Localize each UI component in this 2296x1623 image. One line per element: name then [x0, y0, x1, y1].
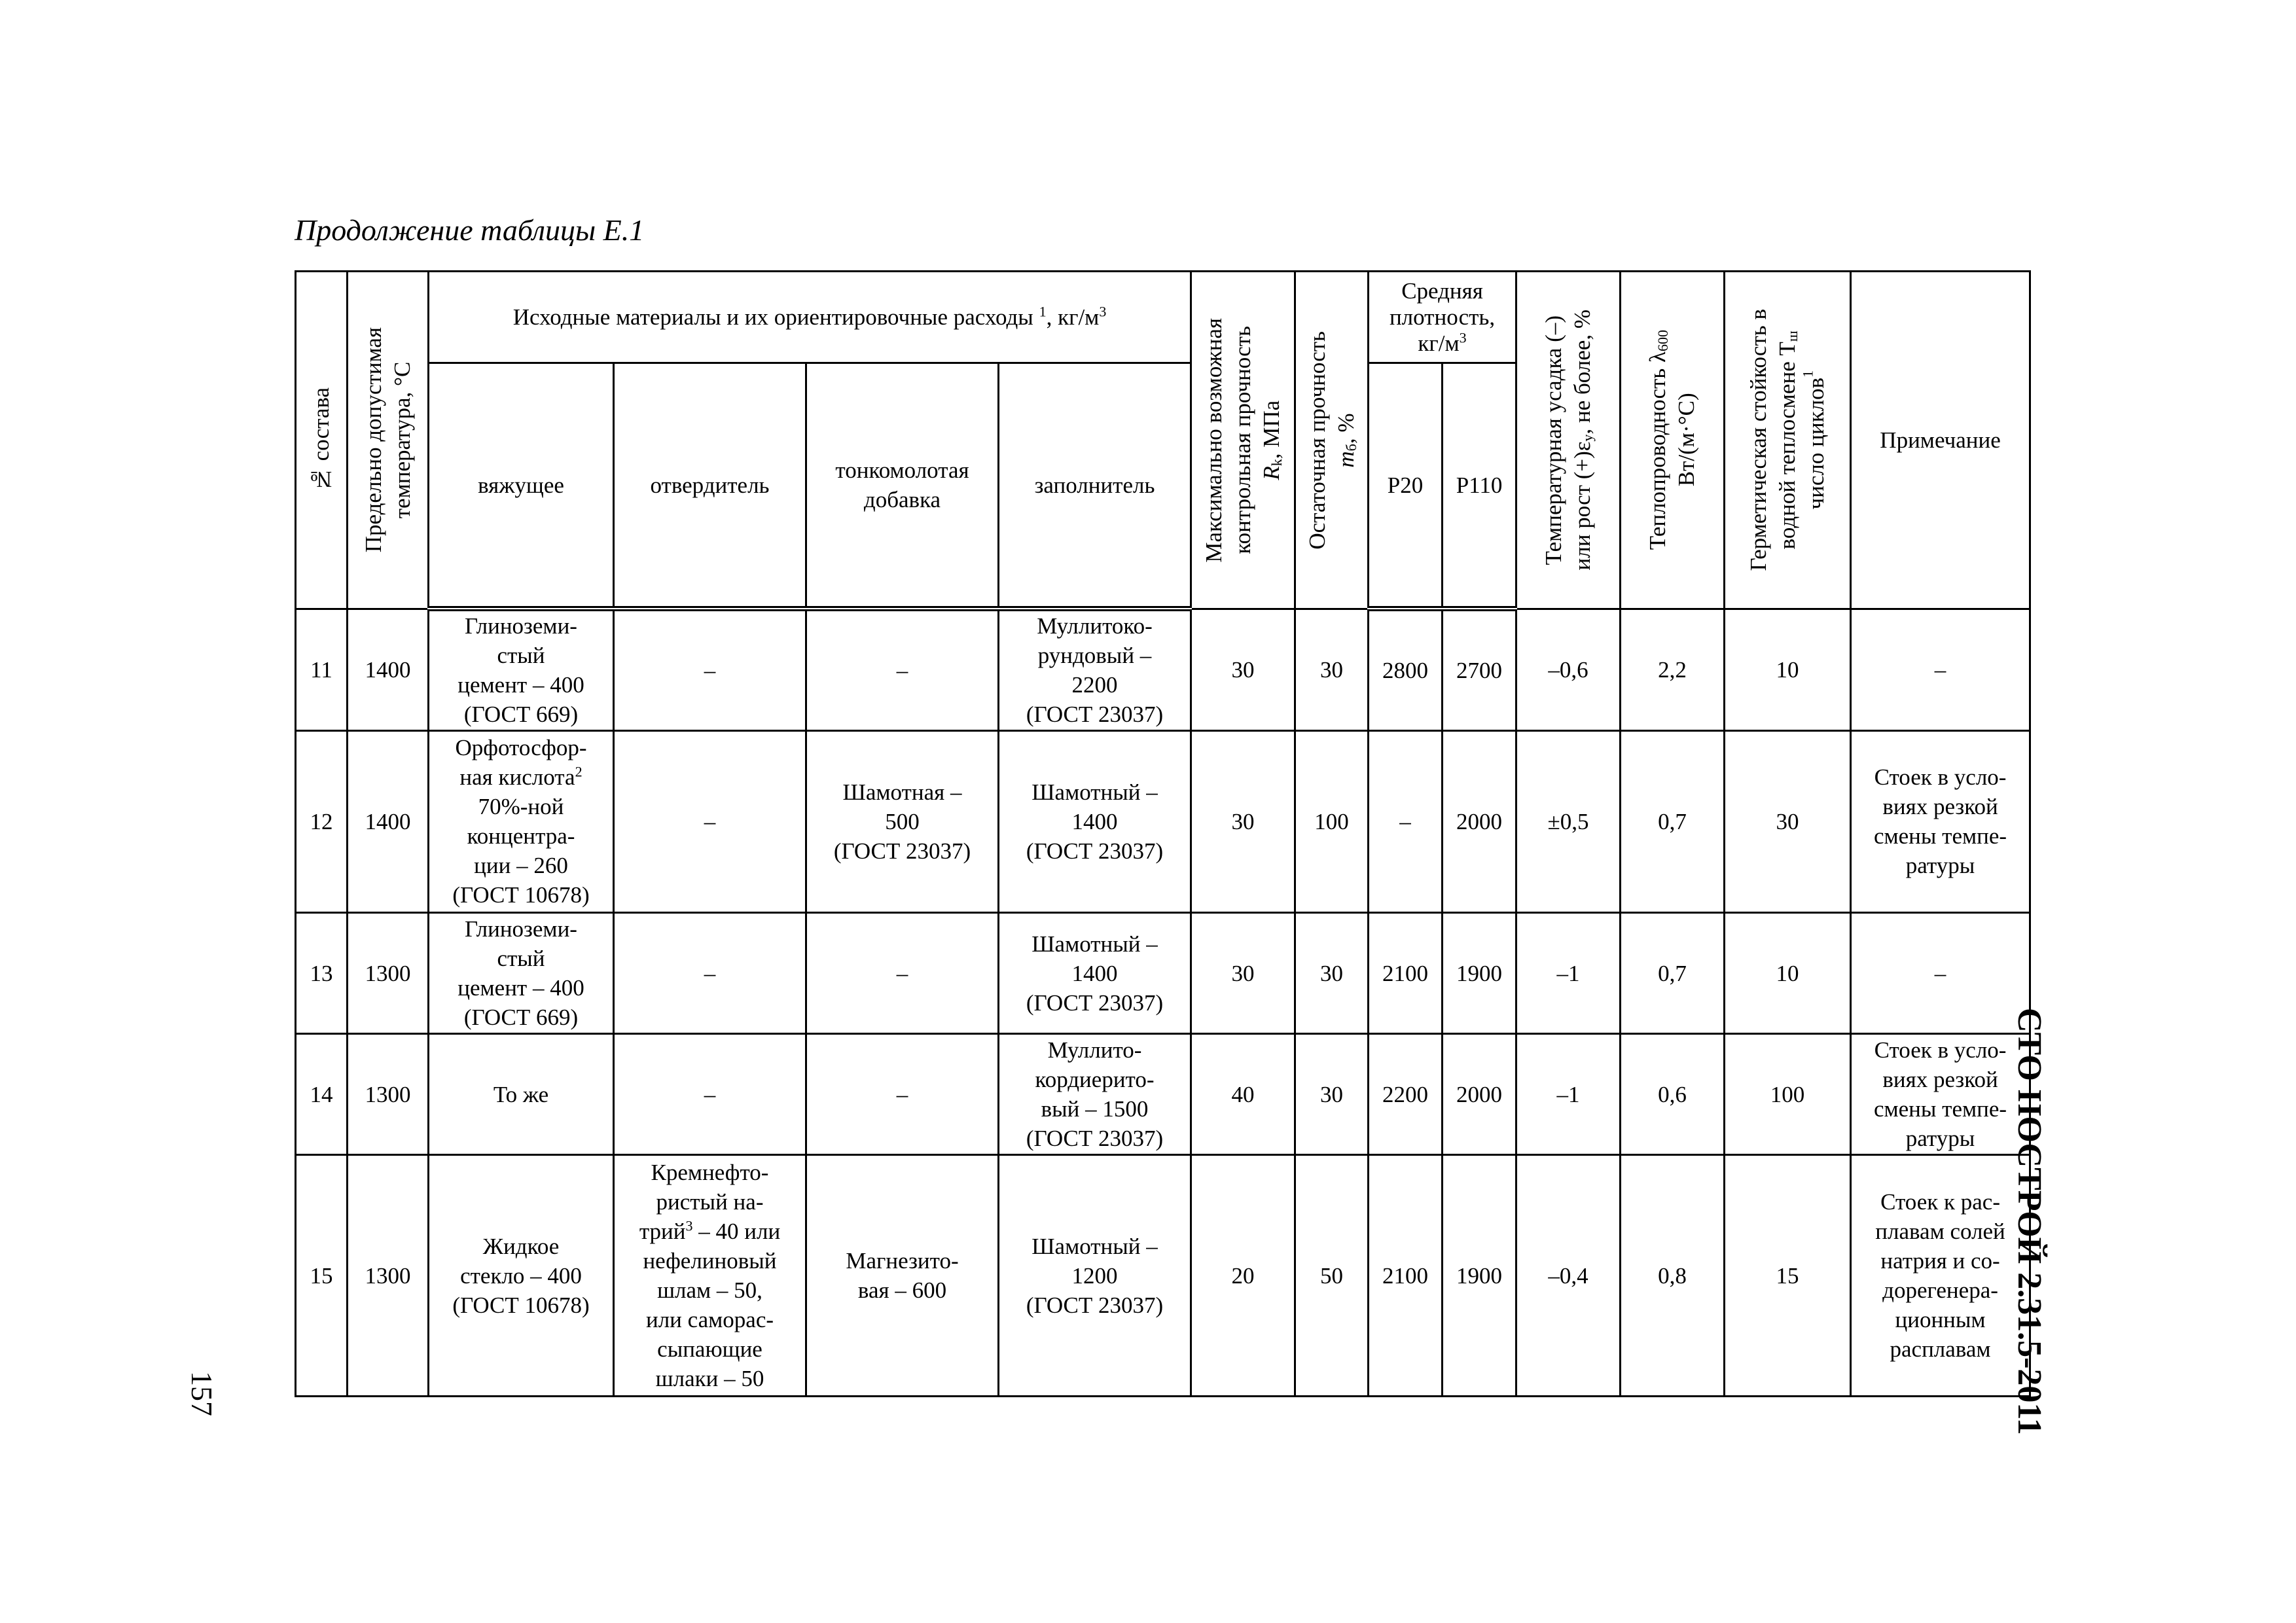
- cell-hardener: [614, 1155, 806, 1397]
- cell-binder-line: [431, 700, 611, 729]
- cell-filler-line: [1001, 1124, 1189, 1153]
- header-temperature: [348, 272, 429, 609]
- cell-filler-text: 1400: [1071, 808, 1118, 834]
- cell-p110: 2000: [1443, 1034, 1516, 1155]
- cell-additive-line: [808, 1080, 996, 1109]
- cell-temp: 1400: [348, 730, 429, 912]
- cell-note-line: [1853, 1275, 2028, 1305]
- header-materials-unit-sup: 3: [1099, 303, 1107, 320]
- header-strength-unit: , МПа: [1259, 400, 1285, 459]
- cell-num: 13: [296, 912, 348, 1033]
- cell-note-line: [1853, 1094, 2028, 1124]
- cell-note-line: [1853, 821, 2028, 851]
- cell-binder-line: [431, 880, 611, 910]
- cell-note-text: –: [1934, 656, 1946, 683]
- cell-filler-line: [1001, 1232, 1189, 1261]
- cell-binder-line: [431, 1003, 611, 1032]
- cell-cond: 0,7: [1621, 912, 1725, 1033]
- cell-binder-text: Глиноземи-: [465, 613, 577, 639]
- cell-note-text: смены темпе-: [1873, 1096, 2007, 1122]
- cell-binder-text: (ГОСТ 669): [463, 1005, 579, 1031]
- cell-binder-line: [431, 762, 611, 792]
- cell-strength: 40: [1191, 1034, 1295, 1155]
- header-strength-line2: контрольная прочность: [1230, 326, 1256, 554]
- cell-hardener-text: трий: [639, 1219, 686, 1245]
- cell-note-line: [1853, 959, 2028, 988]
- cell-filler: [999, 609, 1191, 730]
- cell-therm: 10: [1725, 912, 1851, 1033]
- cell-additive-text: 500: [885, 808, 920, 834]
- cell-binder-text: стый: [497, 643, 545, 669]
- cell-filler-line: [1001, 777, 1189, 807]
- cell-binder-line: [431, 1291, 611, 1320]
- cell-additive-text: Шамотная –: [842, 779, 962, 805]
- cell-note-text: ратуры: [1905, 1126, 1975, 1152]
- header-binder: вяжущее: [429, 363, 614, 609]
- cell-additive-text: –: [896, 657, 908, 683]
- cell-hardener-text: –: [704, 960, 716, 986]
- cell-note-text: Стоек к рас-: [1880, 1189, 2000, 1215]
- header-shrinkage: [1516, 272, 1621, 609]
- cell-filler-text: 1400: [1071, 960, 1118, 986]
- cell-note-line: [1853, 1124, 2028, 1153]
- cell-additive: [806, 1155, 999, 1397]
- cell-hardener-line: [616, 656, 804, 685]
- cell-hardener-text: шлам – 50,: [657, 1277, 762, 1304]
- cell-filler-text: (ГОСТ 23037): [1026, 1292, 1164, 1318]
- cell-num: 12: [296, 730, 348, 912]
- cell-residual: 30: [1295, 1034, 1369, 1155]
- cell-shrink: –1: [1516, 912, 1621, 1033]
- cell-note-line: [1853, 762, 2028, 792]
- header-residual-unit: , %: [1333, 412, 1359, 444]
- cell-filler-line: [1001, 670, 1189, 700]
- cell-filler-text: 2200: [1071, 672, 1118, 698]
- cell-hardener-line: [616, 1275, 804, 1305]
- cell-hardener: [614, 730, 806, 912]
- cell-p110: 1900: [1443, 1155, 1516, 1397]
- cell-note-text: ционным: [1895, 1307, 1986, 1333]
- header-materials-unit: , кг/м: [1046, 304, 1100, 330]
- cell-note-line: [1853, 1334, 2028, 1364]
- cell-binder-text: Глиноземи-: [465, 916, 577, 942]
- header-therm-line3: число циклов: [1803, 378, 1829, 510]
- table-row: [296, 730, 2030, 912]
- cell-p20: 2800: [1369, 609, 1443, 730]
- cell-hardener-line: [616, 1187, 804, 1217]
- cell-note-text: дорегенера-: [1882, 1277, 1998, 1304]
- cell-binder-text: (ГОСТ 10678): [452, 882, 590, 908]
- cell-filler-text: Муллито-: [1047, 1037, 1142, 1063]
- cell-hardener-text: сыпающие: [657, 1336, 762, 1363]
- cell-p110: 2700: [1443, 609, 1516, 730]
- header-temp-line1: Предельно допустимая: [360, 327, 386, 553]
- cell-binder-line: [431, 641, 611, 670]
- cell-filler-text: Шамотный –: [1031, 1233, 1158, 1259]
- header-therm-sup: 1: [1799, 370, 1816, 378]
- header-row-1: [296, 272, 2030, 363]
- header-cond-sub: 600: [1655, 330, 1672, 352]
- cell-binder: [429, 1034, 614, 1155]
- header-additive-line2: добавка: [863, 487, 941, 513]
- cell-note-text: расплавам: [1890, 1336, 1991, 1363]
- header-therm-sub: ш: [1784, 330, 1801, 342]
- cell-additive-text: –: [896, 960, 908, 986]
- cell-note-text: смены темпе-: [1873, 823, 2007, 849]
- cell-num: 11: [296, 609, 348, 730]
- cell-hardener-text: шлаки – 50: [655, 1366, 764, 1392]
- cell-shrink: –0,4: [1516, 1155, 1621, 1397]
- cell-binder-line: [431, 733, 611, 762]
- cell-additive-line: [808, 807, 996, 836]
- cell-additive-text: –: [896, 1081, 908, 1107]
- cell-filler-text: Шамотный –: [1031, 779, 1158, 805]
- cell-cond: 0,6: [1621, 1034, 1725, 1155]
- cell-filler-line: [1001, 988, 1189, 1018]
- header-density-line1: Средняя: [1401, 277, 1483, 304]
- header-note: Примечание: [1851, 272, 2030, 609]
- cell-filler: [999, 1034, 1191, 1155]
- cell-filler-text: 1200: [1071, 1262, 1118, 1289]
- cell-note: [1851, 609, 2030, 730]
- cell-filler-text: (ГОСТ 23037): [1026, 838, 1164, 864]
- cell-note-text: ратуры: [1905, 853, 1975, 879]
- cell-note: [1851, 1034, 2030, 1155]
- table-row: [296, 912, 2030, 1033]
- header-p110: Р110: [1443, 363, 1516, 609]
- table-body: [296, 609, 2030, 1396]
- cell-binder-text: (ГОСТ 10678): [452, 1292, 590, 1318]
- header-density-line3: кг/м: [1418, 330, 1460, 356]
- cell-note: [1851, 1155, 2030, 1397]
- cell-additive: [806, 1034, 999, 1155]
- cell-strength: 20: [1191, 1155, 1295, 1397]
- cell-note-text: Стоек в усло-: [1874, 1037, 2007, 1063]
- cell-filler-text: (ГОСТ 23037): [1026, 1126, 1164, 1152]
- cell-note-line: [1853, 655, 2028, 685]
- cell-hardener-text: нефелиновый: [643, 1248, 777, 1274]
- cell-note: [1851, 912, 2030, 1033]
- cell-note-line: [1853, 1187, 2028, 1217]
- cell-num: 14: [296, 1034, 348, 1155]
- cell-binder-line: [431, 944, 611, 973]
- cell-filler-line: [1001, 1035, 1189, 1065]
- cell-note-line: [1853, 1065, 2028, 1094]
- cell-filler-line: [1001, 1261, 1189, 1291]
- cell-filler-line: [1001, 929, 1189, 959]
- cell-additive-line: [808, 656, 996, 685]
- cell-cond: 0,8: [1621, 1155, 1725, 1397]
- cell-additive-text: вая – 600: [857, 1277, 947, 1304]
- cell-filler-text: Шамотный –: [1031, 931, 1158, 957]
- cell-filler-text: (ГОСТ 23037): [1026, 990, 1164, 1016]
- header-filler: заполнитель: [999, 363, 1191, 609]
- header-density: [1369, 272, 1516, 363]
- cell-filler-text: рундовый –: [1037, 643, 1152, 669]
- cell-binder: [429, 1155, 614, 1397]
- header-shrink-line2: или рост (+)ε: [1570, 441, 1596, 571]
- cell-filler-text: кордиерито-: [1035, 1067, 1155, 1093]
- header-residual-sub: б: [1342, 443, 1359, 451]
- cell-shrink: –1: [1516, 1034, 1621, 1155]
- header-thermal-resistance: [1725, 272, 1851, 609]
- footnote-ref: 3: [685, 1217, 693, 1234]
- cell-additive-line: [808, 777, 996, 807]
- header-therm-line1: Герметическая стойкость в: [1746, 309, 1772, 571]
- cell-additive-line: [808, 836, 996, 866]
- cell-num: 15: [296, 1155, 348, 1397]
- cell-note-line: [1853, 851, 2028, 880]
- cell-note-text: –: [1934, 960, 1946, 986]
- cell-filler-line: [1001, 1291, 1189, 1320]
- cell-temp: 1300: [348, 1155, 429, 1397]
- header-therm-line2: водной теплосмене T: [1774, 342, 1801, 550]
- header-conductivity: [1621, 272, 1725, 609]
- cell-binder-line: [431, 914, 611, 944]
- cell-strength: 30: [1191, 730, 1295, 912]
- cell-note-line: [1853, 1035, 2028, 1065]
- cell-binder-text: стекло – 400: [460, 1262, 582, 1289]
- cell-binder-text: ции – 260: [474, 853, 568, 879]
- cell-binder: [429, 609, 614, 730]
- cell-note-line: [1853, 1246, 2028, 1275]
- cell-additive-line: [808, 1246, 996, 1275]
- cell-hardener-text: или саморас-: [645, 1307, 774, 1333]
- cell-filler-line: [1001, 836, 1189, 866]
- header-p20: Р20: [1369, 363, 1443, 609]
- cell-p110: 1900: [1443, 912, 1516, 1033]
- cell-filler: [999, 1155, 1191, 1397]
- cell-binder-text: ная кислота: [459, 764, 575, 791]
- header-density-line2: плотность,: [1389, 304, 1496, 330]
- cell-binder-line: [431, 1261, 611, 1291]
- cell-strength: 30: [1191, 912, 1295, 1033]
- header-cond-line1: Теплопроводность λ: [1645, 351, 1671, 550]
- header-shrink-sub: y: [1579, 434, 1596, 442]
- cell-residual: 30: [1295, 912, 1369, 1033]
- cell-binder-line: [431, 821, 611, 851]
- cell-filler: [999, 730, 1191, 912]
- cell-strength: 30: [1191, 609, 1295, 730]
- cell-hardener-text: Кремнефто-: [651, 1160, 769, 1186]
- cell-binder-text: цемент – 400: [457, 672, 584, 698]
- header-residual-strength: [1295, 272, 1369, 609]
- cell-binder-text: Жидкое: [482, 1233, 560, 1259]
- table-row: [296, 1155, 2030, 1397]
- header-num-text: № состава: [308, 387, 334, 493]
- cell-filler-line: [1001, 959, 1189, 988]
- header-cond-line2: Вт/(м·°С): [1674, 393, 1700, 487]
- header-hardener: отвердитель: [614, 363, 806, 609]
- cell-note-text: плавам солей: [1875, 1219, 2005, 1245]
- cell-cond: 2,2: [1621, 609, 1725, 730]
- cell-hardener-text: –: [704, 808, 716, 834]
- table-caption: Продолжение таблицы Е.1: [295, 213, 645, 247]
- cell-hardener-text: – 40 или: [692, 1219, 781, 1245]
- header-materials-sup: 1: [1039, 303, 1047, 320]
- cell-binder-line: [431, 1232, 611, 1261]
- header-shrink-line1: Температурная усадка (–): [1541, 315, 1567, 565]
- cell-filler-line: [1001, 641, 1189, 670]
- header-strength-symbol: R: [1259, 465, 1285, 480]
- document-code: СТО НОСТРОЙ 2.31.5-2011: [2011, 1008, 2048, 1435]
- header-density-sup: 3: [1459, 329, 1467, 346]
- cell-hardener-line: [616, 959, 804, 988]
- cell-hardener-line: [616, 1080, 804, 1109]
- cell-hardener: [614, 1034, 806, 1155]
- cell-therm: 10: [1725, 609, 1851, 730]
- cell-additive-line: [808, 1275, 996, 1305]
- cell-temp: 1300: [348, 912, 429, 1033]
- cell-hardener-text: –: [704, 657, 716, 683]
- cell-note: [1851, 730, 2030, 912]
- cell-filler-text: (ГОСТ 23037): [1026, 702, 1164, 728]
- cell-p20: 2100: [1369, 912, 1443, 1033]
- table-row: [296, 1034, 2030, 1155]
- cell-binder-line: [431, 670, 611, 700]
- cell-note-text: Стоек в усло-: [1874, 764, 2007, 791]
- composition-table: [295, 270, 2031, 1397]
- cell-shrink: –0,6: [1516, 609, 1621, 730]
- cell-filler-text: вый – 1500: [1041, 1096, 1149, 1122]
- cell-hardener-text: –: [704, 1081, 716, 1107]
- cell-filler-line: [1001, 611, 1189, 641]
- header-residual-symbol: m: [1333, 450, 1359, 467]
- cell-binder: [429, 730, 614, 912]
- cell-binder-text: стый: [497, 946, 545, 972]
- header-shrink-end: , не более, %: [1570, 310, 1596, 435]
- cell-therm: 15: [1725, 1155, 1851, 1397]
- cell-binder: [429, 912, 614, 1033]
- cell-hardener-line: [616, 1217, 804, 1246]
- header-strength-line1: Максимально возможная: [1201, 317, 1227, 563]
- cell-additive-line: [808, 959, 996, 988]
- cell-filler-line: [1001, 807, 1189, 836]
- footnote-ref: 2: [575, 763, 583, 780]
- cell-hardener-line: [616, 1246, 804, 1275]
- cell-p110: 2000: [1443, 730, 1516, 912]
- header-max-strength: [1191, 272, 1295, 609]
- cell-temp: 1400: [348, 609, 429, 730]
- header-strength-sub: k: [1268, 458, 1285, 466]
- cell-hardener-line: [616, 1334, 804, 1364]
- cell-hardener-text: ристый на-: [656, 1189, 764, 1215]
- cell-filler: [999, 912, 1191, 1033]
- cell-residual: 50: [1295, 1155, 1369, 1397]
- cell-additive: [806, 730, 999, 912]
- cell-binder-line: [431, 1080, 611, 1109]
- cell-hardener: [614, 609, 806, 730]
- header-residual-line1: Остаточная прочность: [1304, 330, 1330, 550]
- cell-binder-text: 70%-ной: [478, 794, 564, 820]
- cell-note-text: натрия и со-: [1880, 1248, 2000, 1274]
- cell-additive-text: Магнезито-: [846, 1248, 959, 1274]
- cell-hardener-line: [616, 807, 804, 836]
- page-number: 157: [185, 1371, 219, 1416]
- cell-cond: 0,7: [1621, 730, 1725, 912]
- cell-binder-line: [431, 792, 611, 821]
- cell-filler-line: [1001, 700, 1189, 729]
- header-materials: [429, 272, 1191, 363]
- cell-residual: 30: [1295, 609, 1369, 730]
- cell-additive: [806, 609, 999, 730]
- cell-binder-text: (ГОСТ 669): [463, 702, 579, 728]
- cell-note-line: [1853, 1305, 2028, 1334]
- cell-additive-text: (ГОСТ 23037): [833, 838, 971, 864]
- cell-filler-line: [1001, 1065, 1189, 1094]
- cell-hardener-line: [616, 1305, 804, 1334]
- cell-binder-line: [431, 973, 611, 1003]
- cell-p20: 2100: [1369, 1155, 1443, 1397]
- cell-therm: 30: [1725, 730, 1851, 912]
- cell-binder-text: концентра-: [467, 823, 575, 849]
- cell-binder-text: цемент – 400: [457, 975, 584, 1001]
- header-additive: [806, 363, 999, 609]
- cell-filler-text: Муллитоко-: [1037, 613, 1153, 639]
- cell-p20: –: [1369, 730, 1443, 912]
- cell-note-text: виях резкой: [1882, 1067, 1998, 1093]
- cell-hardener-line: [616, 1364, 804, 1393]
- cell-temp: 1300: [348, 1034, 429, 1155]
- cell-note-line: [1853, 792, 2028, 821]
- cell-additive: [806, 912, 999, 1033]
- header-temp-line2: температура, °С: [389, 361, 415, 519]
- cell-hardener: [614, 912, 806, 1033]
- cell-binder-line: [431, 851, 611, 880]
- cell-therm: 100: [1725, 1034, 1851, 1155]
- table-row: [296, 609, 2030, 730]
- cell-binder-text: Орфотосфор-: [455, 735, 587, 761]
- cell-filler-line: [1001, 1094, 1189, 1124]
- cell-shrink: ±0,5: [1516, 730, 1621, 912]
- cell-p20: 2200: [1369, 1034, 1443, 1155]
- cell-note-text: виях резкой: [1882, 794, 1998, 820]
- header-materials-text: Исходные материалы и их ориентировочные расходы: [512, 304, 1033, 330]
- cell-note-line: [1853, 1217, 2028, 1246]
- cell-binder-text: То же: [493, 1081, 549, 1107]
- cell-binder-line: [431, 611, 611, 641]
- header-additive-line1: тонкомолотая: [835, 457, 969, 484]
- cell-residual: 100: [1295, 730, 1369, 912]
- cell-hardener-line: [616, 1158, 804, 1187]
- header-num: [296, 272, 348, 609]
